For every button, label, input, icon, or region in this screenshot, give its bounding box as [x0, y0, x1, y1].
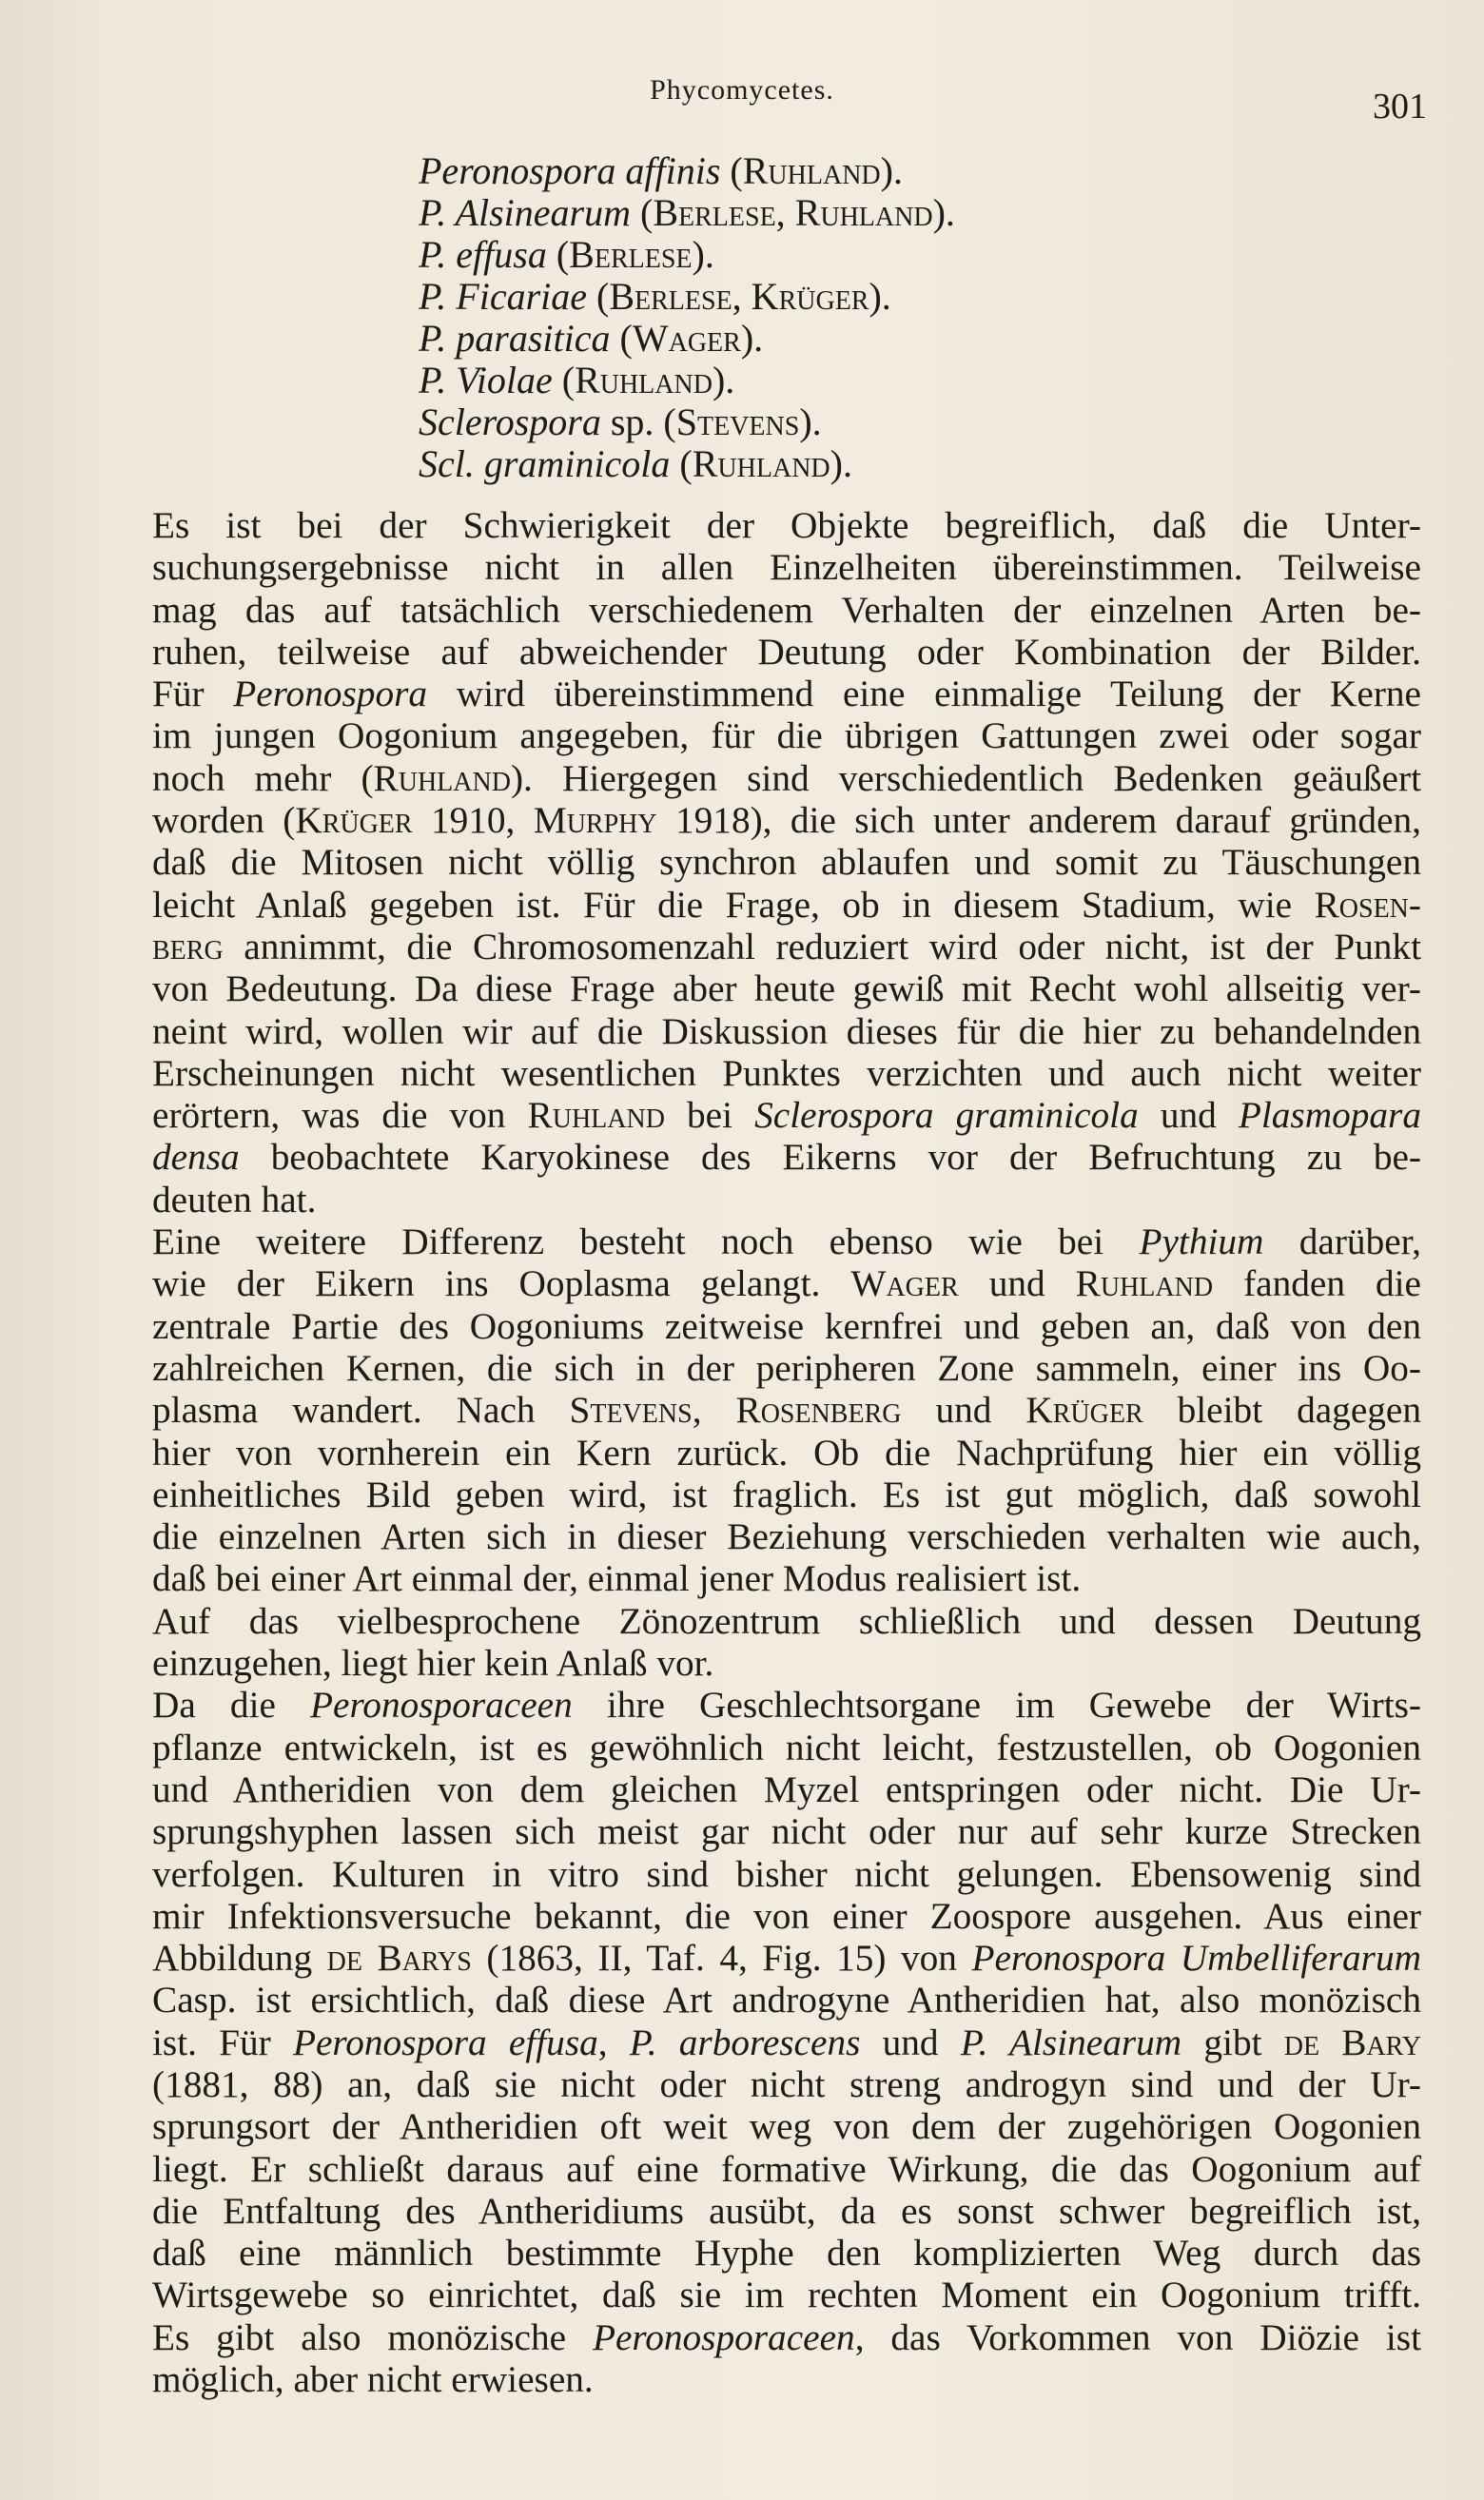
body-text [49, 504, 1421, 2400]
text-line: densa beobachtete Karyokinese des Eikerns vor der Befruchtung zu be- [152, 1136, 1421, 1179]
species-authors: Ruhland [742, 149, 881, 192]
text-line: daß bei einer Art einmal der, einmal jener Modus realisiert ist. [152, 1557, 1082, 1600]
text-line: Da die Peronosporaceen ihre Geschlechtsorgane im Gewebe der Wirts- [152, 1684, 1421, 1727]
species-name: P. effusa [419, 233, 547, 276]
text-line: einheitliches Bild geben wird, ist fraglich. Es ist gut möglich, daß sowohl [152, 1473, 1421, 1515]
text-line: Wirtsgewebe so einrichtet, daß sie im rechten Moment ein Oogonium trifft. [152, 2274, 1421, 2316]
text-line: Eine weitere Differenz besteht noch ebenso wie bei Pythium darüber, [152, 1221, 1421, 1263]
text-line: Es gibt also monözische Peronosporaceen, das Vorkommen von Diözie ist [152, 2315, 1421, 2358]
text-line: Abbildung de Barys (1863, II, Taf. 4, Fig. 15) von Peronospora Umbelliferarum [152, 1937, 1421, 1980]
text-line: und Antheridien von dem gleichen Myzel entspringen oder nicht. Die Ur- [152, 1768, 1421, 1810]
text-line: (1881, 88) an, daß sie nicht oder nicht streng androgyn sind und der Ur- [152, 2062, 1421, 2105]
species-entry: Sclerospora sp. (Stevens). [419, 400, 822, 443]
species-authors: Ruhland [692, 442, 830, 485]
text-line: mag das auf tatsächlich verschiedenem Verhalten der einzelnen Arten be- [152, 588, 1421, 631]
page-number: 301 [1373, 87, 1427, 127]
text-line: einzugehen, liegt hier kein Anlaß vor. [152, 1642, 714, 1685]
species-authors: Stevens [675, 400, 800, 443]
text-line: worden (Krüger 1910, Murphy 1918), die sich unter anderem darauf gründen, [152, 799, 1421, 842]
text-line: liegt. Er schließt daraus auf eine formative Wirkung, die das Oogonium auf [152, 2147, 1421, 2190]
species-authors: Berlese, Krüger [609, 275, 869, 318]
text-line: ist. Für Peronospora effusa, P. arborescens und P. Alsinearum gibt de Bary [152, 2021, 1422, 2063]
text-line: Es ist bei der Schwierigkeit der Objekte begreiflich, daß die Unter- [152, 504, 1421, 546]
text-line: noch mehr (Ruhland). Hiergegen sind verschiedentlich Bedenken geäußert [152, 756, 1421, 799]
paragraph-4 [49, 1684, 1421, 2400]
text-line: die einzelnen Arten sich in dieser Beziehung verschieden verhalten wie auch, [152, 1515, 1421, 1558]
text-line: leicht Anlaß gegeben ist. Für die Frage, ob in diesem Stadium, wie Rosen- [152, 883, 1421, 926]
text-line: pflanze entwickeln, ist es gewöhnlich nicht leicht, festzustellen, ob Oogonien [152, 1726, 1421, 1768]
species-authors: Wager [632, 317, 741, 360]
species-entry: P. Ficariae (Berlese, Krüger). [419, 275, 891, 318]
text-line: deuten hat. [152, 1178, 317, 1221]
text-line: berg annimmt, die Chromosomenzahl reduziert wird oder nicht, ist der Punkt [152, 925, 1421, 967]
species-list [419, 150, 955, 485]
text-line: suchungsergebnisse nicht in allen Einzelheiten übereinstimmen. Teilweise [152, 546, 1421, 589]
species-name: Sclerospora [419, 400, 601, 443]
text-line: Für Peronospora wird übereinstimmend eine einmalige Teilung der Kerne [152, 673, 1421, 715]
species-authors: Ruhland [575, 359, 713, 401]
text-line: hier von vornherein ein Kern zurück. Ob die Nachprüfung hier ein völlig [152, 1431, 1421, 1474]
species-authors: Berlese [569, 233, 693, 276]
text-line: mir Infektionsversuche bekannt, die von einer Zoospore ausgehen. Aus einer [152, 1894, 1421, 1937]
text-line: daß die Mitosen nicht völlig synchron ablaufen und somit zu Täuschungen [152, 841, 1421, 884]
text-line: Erscheinungen nicht wesentlichen Punktes verzichten und auch nicht weiter [152, 1051, 1421, 1094]
text-line: plasma wandert. Nach Stevens, Rosenberg und Krüger bleibt dagegen [152, 1389, 1421, 1432]
species-authors: Berlese, Ruhland [653, 191, 933, 234]
text-line: im jungen Oogonium angegeben, für die übrigen Gattungen zwei oder sogar [152, 714, 1421, 757]
text-line: zahlreichen Kernen, die sich in der peripheren Zone sammeln, einer ins Oo- [152, 1346, 1421, 1389]
species-entry: Scl. graminicola (Ruhland). [419, 442, 852, 485]
species-name: P. Alsinearum [419, 191, 631, 234]
species-entry: P. Violae (Ruhland). [419, 359, 735, 401]
text-line: Auf das vielbesprochene Zönozentrum schließlich und dessen Deutung [152, 1599, 1421, 1642]
text-line: ruhen, teilweise auf abweichender Deutung oder Kombination der Bilder. [152, 630, 1421, 673]
species-name: Peronospora affinis [419, 149, 721, 192]
text-line: sprungshyphen lassen sich meist gar nicht oder nur auf sehr kurze Strecken [152, 1810, 1421, 1853]
text-line: die Entfaltung des Antheridiums ausübt, da es sonst schwer begreiflich ist, [152, 2189, 1421, 2232]
species-name: Scl. graminicola [419, 442, 671, 485]
species-entry: Peronospora affinis (Ruhland). [419, 149, 903, 192]
species-name: P. parasitica [419, 317, 611, 360]
text-line: neint wird, wollen wir auf die Diskussion dieses für die hier zu behandelnden [152, 1009, 1421, 1052]
species-name: P. Violae [419, 359, 553, 401]
text-line: zentrale Partie des Oogoniums zeitweise kernfrei und geben an, daß von den [152, 1304, 1421, 1347]
text-line: verfolgen. Kulturen in vitro sind bisher nicht gelungen. Ebensowenig sind [152, 1852, 1421, 1895]
text-line: Casp. ist ersichtlich, daß diese Art androgyne Antheridien hat, also monözisch [152, 1979, 1421, 2021]
text-line: von Bedeutung. Da diese Frage aber heute gewiß mit Recht wohl allseitig ver- [152, 967, 1421, 1010]
paragraph-3 [49, 1600, 1421, 1685]
species-name: P. Ficariae [419, 275, 588, 318]
text-line: wie der Eikern ins Ooplasma gelangt. Wager und Ruhland fanden die [152, 1262, 1421, 1305]
text-line: möglich, aber nicht erwiesen. [152, 2358, 594, 2401]
species-entry: P. parasitica (Wager). [419, 317, 764, 360]
species-entry: P. effusa (Berlese). [419, 233, 714, 276]
text-line: erörtern, was die von Ruhland bei Sclerospora graminicola und Plasmopara [152, 1094, 1421, 1137]
text-line: daß eine männlich bestimmte Hyphe den komplizierten Weg durch das [152, 2232, 1421, 2275]
species-entry: P. Alsinearum (Berlese, Ruhland). [419, 191, 955, 234]
paragraph-1 [49, 504, 1421, 1221]
text-line: sprungsort der Antheridien oft weit weg von dem der zugehörigen Oogonien [152, 2105, 1421, 2148]
running-header: Phycomycetes. [650, 74, 834, 106]
paragraph-2 [49, 1221, 1421, 1600]
